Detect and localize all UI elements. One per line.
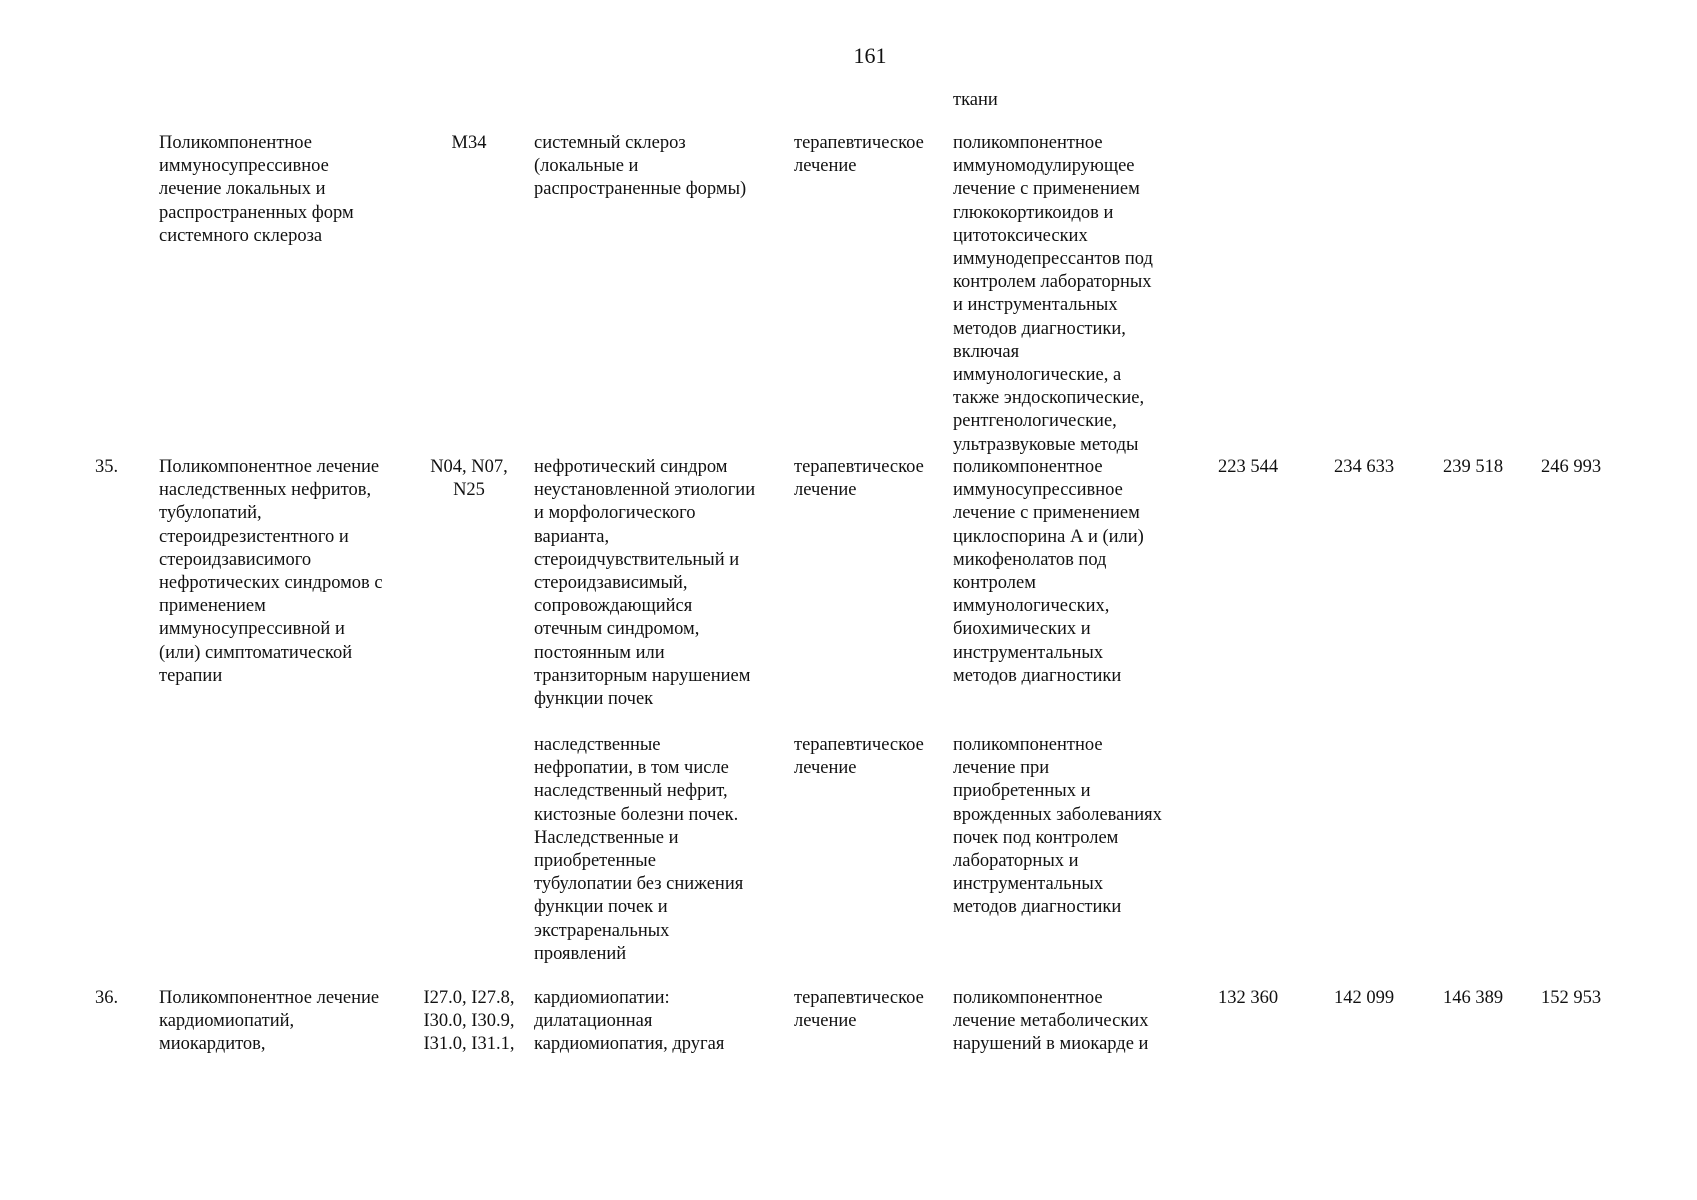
- row-36-cost-4: 152 953: [1540, 988, 1602, 1008]
- row-35-cost-3: 239 518: [1442, 457, 1504, 477]
- row-1-method: поликомпонентное иммуномодулирующее лечение с применением глюкокортикоидов и цитотоксических иммунодепрессантов под контролем лабораторных и инструментальных методов диагностики, включая иммунологические, а также эндоскопические, рентгенологические, ультразвуковые методы: [953, 133, 1153, 455]
- row-35-cost-2: 234 633: [1333, 457, 1395, 477]
- row-35-patient-model-1: нефротический синдром неустановленной этиологии и морфологического варианта, стероидчувствительный и стероидзависимый, сопровождающийся отечным синдромом, постоянным или транзиторным нарушением функции почек: [534, 457, 756, 710]
- row-36-treatment-kind: терапевтическое лечение: [794, 988, 924, 1032]
- row-35-treatment-kind-1: терапевтическое лечение: [794, 457, 924, 501]
- row-36-codes: I27.0, I27.8, I30.0, I30.9, I31.0, I31.1,: [423, 988, 515, 1055]
- row-36-cost-3: 146 389: [1442, 988, 1504, 1008]
- row-35-patient-model-2: наследственные нефропатии, в том числе наследственный нефрит, кистозные болезни почек. Наследственные и приобретенные тубулопатии без снижения функции почек и экстраренальных проявлений: [534, 735, 744, 964]
- row-36-patient-model: кардиомиопатии: дилатационная кардиомиопатия, другая: [534, 988, 725, 1055]
- row-35-name: Поликомпонентное лечение наследственных нефритов, тубулопатий, стероидрезистентного и стероидзависимого нефротических синдромов с применением иммуносупрессивной и (или) симптоматической терапии: [159, 457, 383, 686]
- row-35-method-1: поликомпонентное иммуносупрессивное лечение с применением циклоспорина А и (или) микофенолатов под контролем иммунологических, биохимических и инструментальных методов диагностики: [953, 457, 1144, 686]
- row-1-patient-model: системный склероз (локальные и распространенные формы): [534, 133, 747, 200]
- row-36-cost-2: 142 099: [1333, 988, 1395, 1008]
- row-1-codes: M34: [451, 133, 487, 153]
- row-35-codes: N04, N07, N25: [430, 457, 508, 501]
- carryover-method-text: ткани: [953, 90, 998, 110]
- row-1-name: Поликомпонентное иммуносупрессивное лечение локальных и распространенных форм системного склероза: [159, 133, 354, 246]
- row-35-cost-1: 223 544: [1217, 457, 1279, 477]
- row-35-number: 35.: [95, 457, 119, 477]
- row-35-cost-4: 246 993: [1540, 457, 1602, 477]
- row-36-method: поликомпонентное лечение метаболических нарушений в миокарде и: [953, 988, 1149, 1055]
- row-35-treatment-kind-2: терапевтическое лечение: [794, 735, 924, 779]
- row-35-method-2: поликомпонентное лечение при приобретенных и врожденных заболеваниях почек под контролем лабораторных и инструментальных методов диагностики: [953, 735, 1162, 918]
- row-36-cost-1: 132 360: [1217, 988, 1279, 1008]
- row-1-treatment-kind: терапевтическое лечение: [794, 133, 924, 177]
- row-36-name: Поликомпонентное лечение кардиомиопатий, миокардитов,: [159, 988, 380, 1055]
- row-36-number: 36.: [95, 988, 119, 1008]
- page-number: 161: [853, 43, 887, 68]
